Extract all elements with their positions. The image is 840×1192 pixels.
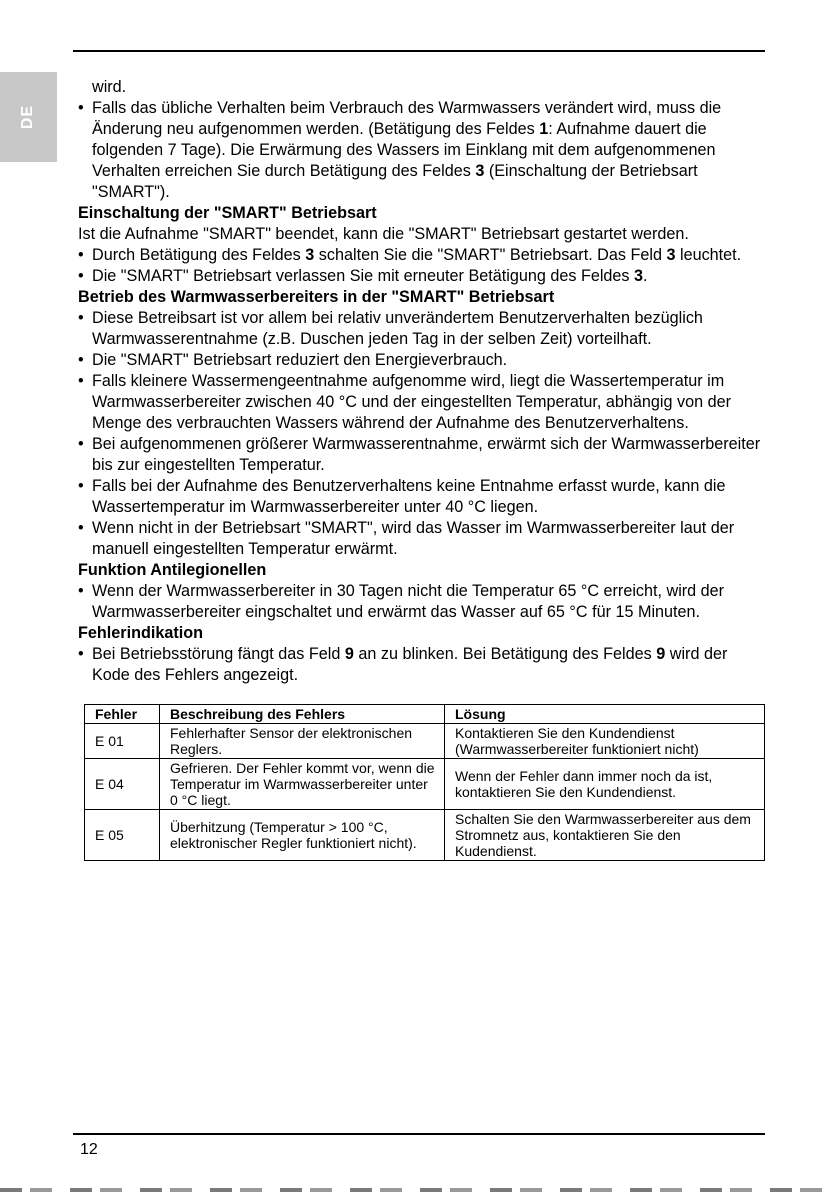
page-number: 12 bbox=[80, 1141, 98, 1158]
bullet-list bbox=[78, 644, 768, 686]
header-error: Fehler bbox=[85, 705, 160, 724]
section-title: Einschaltung der "SMART" Betriebsart bbox=[78, 204, 377, 222]
bold-reference: 3 bbox=[666, 246, 676, 264]
language-tab-label: DE bbox=[19, 104, 37, 130]
error-code: E 05 bbox=[85, 810, 160, 861]
bold-reference: 9 bbox=[656, 645, 666, 663]
scan-edge-artifact bbox=[0, 1188, 840, 1192]
list-item: • Wenn der Warmwasserbereiter in 30 Tagen nicht die Temperatur 65 °C erreicht, wird der Warmwasserbereiter eingschaltet und erwärmt das Wasser auf 65 °C für 15 Minuten. bbox=[78, 581, 768, 623]
header-description: Beschreibung des Fehlers bbox=[160, 705, 445, 724]
error-solution: Kontaktieren Sie den Kundendienst (Warmwasserbereiter funktioniert nicht) bbox=[445, 724, 765, 759]
error-description: Überhitzung (Temperatur > 100 °C, elektronischer Regler funktioniert nicht). bbox=[160, 810, 445, 861]
error-description: Fehlerhafter Sensor der elektronischen Reglers. bbox=[160, 724, 445, 759]
language-tab bbox=[0, 72, 57, 162]
section-text: Ist die Aufnahme "SMART" beendet, kann die "SMART" Betriebsart gestartet werden. bbox=[78, 225, 689, 243]
error-description: Gefrieren. Der Fehler kommt vor, wenn die Temperatur im Warmwasserbereiter unter 0 °C liegt. bbox=[160, 759, 445, 810]
list-item: • Wenn nicht in der Betriebsart "SMART", wird das Wasser im Warmwasserbereiter laut der manuell eingestellten Temperatur erwärmt. bbox=[78, 518, 768, 560]
list-item: • Die "SMART" Betriebsart reduziert den Energieverbrauch. bbox=[78, 350, 768, 371]
sections bbox=[78, 203, 768, 686]
error-code: E 01 bbox=[85, 724, 160, 759]
error-table bbox=[84, 704, 765, 861]
header-rule bbox=[73, 50, 765, 52]
bold-reference: 3 bbox=[475, 162, 485, 180]
list-item: • Die "SMART" Betriebsart verlassen Sie mit erneuter Betätigung des Feldes 3. bbox=[78, 266, 768, 287]
error-solution: Wenn der Fehler dann immer noch da ist, kontaktieren Sie den Kundendienst. bbox=[445, 759, 765, 810]
bold-reference: 9 bbox=[344, 645, 354, 663]
table-row bbox=[85, 759, 765, 810]
intro-list bbox=[78, 98, 768, 203]
table-row bbox=[85, 724, 765, 759]
continuation-text: wird. bbox=[92, 78, 127, 96]
intro-bullet: • Falls das übliche Verhalten beim Verbrauch des Warmwassers verändert wird, muss die Änderung neu aufgenommen werden. (Betätigung des Feldes 1: Aufnahme dauert die folgenden 7 Tage). Die Erwärmung des Wassers im Einklang mit dem aufgenommenen Verhalten erreichen Sie durch Betätigung des Feldes 3 (Einschaltung der Betriebsart "SMART"). bbox=[78, 98, 768, 203]
list-item: • Durch Betätigung des Feldes 3 schalten Sie die "SMART" Betriebsart. Das Feld 3 leuchtet. bbox=[78, 245, 768, 266]
bullet-list bbox=[78, 245, 768, 287]
page-content bbox=[78, 77, 768, 861]
list-item: • Falls bei der Aufnahme des Benutzerverhaltens keine Entnahme erfasst wurde, kann die Wassertemperatur im Warmwasserbereiter unter 40 °C liegen. bbox=[78, 476, 768, 518]
list-item: • Bei aufgenommenen größerer Warmwasserentnahme, erwärmt sich der Warmwasserbereiter bis zur eingestellten Temperatur. bbox=[78, 434, 768, 476]
bullet-list bbox=[78, 581, 768, 623]
section-title: Fehlerindikation bbox=[78, 624, 204, 642]
list-item: • Bei Betriebsstörung fängt das Feld 9 an zu blinken. Bei Betätigung des Feldes 9 wird der Kode des Fehlers angezeigt. bbox=[78, 644, 768, 686]
section-title: Funktion Antilegionellen bbox=[78, 561, 267, 579]
error-solution: Schalten Sie den Warmwasserbereiter aus dem Stromnetz aus, kontaktieren Sie den Kudendienst. bbox=[445, 810, 765, 861]
table-row bbox=[85, 810, 765, 861]
bullet-list bbox=[78, 308, 768, 560]
header-solution: Lösung bbox=[445, 705, 765, 724]
bold-reference: 3 bbox=[634, 267, 644, 285]
list-item: • Diese Betreibsart ist vor allem bei relativ unverändertem Benutzerverhalten bezüglich Warmwasserentnahme (z.B. Duschen jeden Tag in der selben Zeit) vorteilhaft. bbox=[78, 308, 768, 350]
footer-rule bbox=[73, 1133, 765, 1135]
list-item: • Falls kleinere Wassermengeentnahme aufgenomme wird, liegt die Wassertemperatur im Warmwasserbereiter zwischen 40 °C und der eingestellten Temperatur, abhängig von der Menge des verbrauchten Wassers während der Aufnahme des Benutzerverhaltens. bbox=[78, 371, 768, 434]
error-code: E 04 bbox=[85, 759, 160, 810]
error-table-header bbox=[85, 705, 765, 724]
bold-reference: 1 bbox=[539, 120, 549, 138]
section-title: Betrieb des Warmwasserbereiters in der "SMART" Betriebsart bbox=[78, 288, 555, 306]
bold-reference: 3 bbox=[305, 246, 315, 264]
